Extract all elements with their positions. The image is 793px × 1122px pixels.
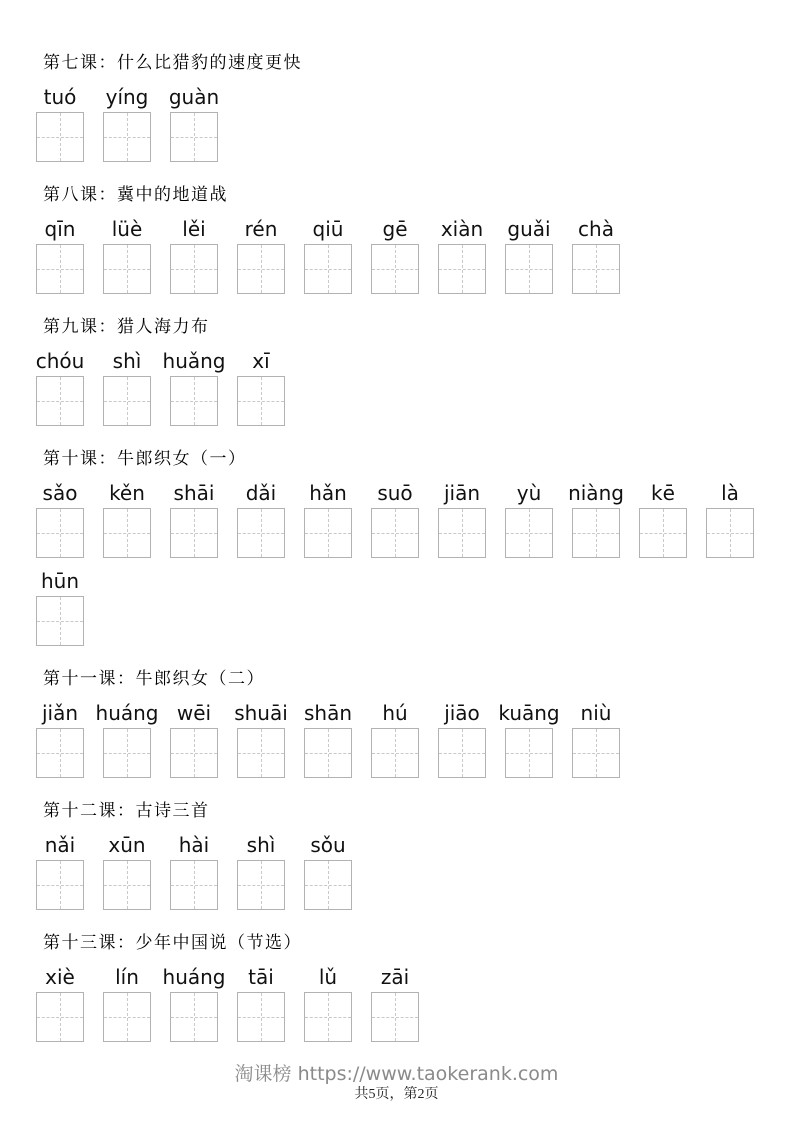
pinyin-label: yíng xyxy=(105,85,149,109)
grid-horizontal-guide xyxy=(305,1017,351,1018)
pinyin-cell xyxy=(237,216,285,294)
pinyin-label: lǔ xyxy=(318,965,338,989)
pinyin-label: qīn xyxy=(44,217,76,241)
grid-horizontal-guide xyxy=(104,137,150,138)
writing-grid-box xyxy=(237,728,285,778)
writing-grid-box xyxy=(103,728,151,778)
pinyin-label: yù xyxy=(516,481,542,505)
writing-grid-box xyxy=(170,860,218,910)
pinyin-cell xyxy=(36,216,84,294)
pinyin-label: shì xyxy=(246,833,276,857)
pinyin-label: sǎo xyxy=(42,481,78,505)
writing-grid-box xyxy=(237,860,285,910)
lessons xyxy=(36,52,793,1042)
lesson-section xyxy=(36,52,793,162)
pinyin-label: chóu xyxy=(35,349,85,373)
pinyin-cell xyxy=(438,216,486,294)
pinyin-label: niàng xyxy=(568,481,624,505)
writing-grid-box xyxy=(103,112,151,162)
pinyin-label: huáng xyxy=(162,965,226,989)
writing-grid-box xyxy=(438,508,486,558)
grid-horizontal-guide xyxy=(104,269,150,270)
pinyin-cell xyxy=(103,480,151,558)
pinyin-label: huǎng xyxy=(162,349,226,373)
writing-grid-box xyxy=(572,728,620,778)
pinyin-label: shuāi xyxy=(234,701,288,725)
lesson-title: 第十二课：古诗三首 xyxy=(43,801,210,820)
writing-grid-box xyxy=(304,992,352,1042)
pinyin-label: jiǎn xyxy=(41,701,79,725)
pinyin-label: huáng xyxy=(95,701,159,725)
pinyin-cell xyxy=(572,700,620,778)
writing-grid-box xyxy=(237,244,285,294)
pinyin-cell xyxy=(162,348,226,426)
writing-grid-box xyxy=(36,596,84,646)
pinyin-label: xiàn xyxy=(440,217,484,241)
pinyin-row xyxy=(36,832,793,910)
grid-horizontal-guide xyxy=(305,269,351,270)
grid-horizontal-guide xyxy=(171,1017,217,1018)
lesson-section xyxy=(36,448,793,646)
writing-grid-box xyxy=(505,244,553,294)
pinyin-cell xyxy=(170,84,218,162)
pinyin-cell xyxy=(170,832,218,910)
grid-horizontal-guide xyxy=(305,533,351,534)
pinyin-row xyxy=(36,84,793,162)
pinyin-label: shān xyxy=(303,701,353,725)
grid-horizontal-guide xyxy=(171,753,217,754)
writing-grid-box xyxy=(36,860,84,910)
grid-horizontal-guide xyxy=(238,885,284,886)
writing-grid-box xyxy=(371,728,419,778)
pinyin-cell xyxy=(36,832,84,910)
writing-grid-box xyxy=(170,508,218,558)
lesson-title: 第九课：猎人海力布 xyxy=(43,317,210,336)
lesson-title: 第十三课：少年中国说（节选） xyxy=(43,933,302,952)
pinyin-cell xyxy=(438,700,486,778)
grid-horizontal-guide xyxy=(573,269,619,270)
grid-horizontal-guide xyxy=(372,1017,418,1018)
pinyin-cell xyxy=(371,216,419,294)
pinyin-cell xyxy=(237,832,285,910)
pinyin-label: hūn xyxy=(40,569,80,593)
pinyin-cell xyxy=(304,216,352,294)
lesson-rows xyxy=(36,84,793,162)
grid-horizontal-guide xyxy=(37,753,83,754)
pinyin-label: qiū xyxy=(312,217,344,241)
pinyin-cell xyxy=(304,480,352,558)
pinyin-cell xyxy=(304,832,352,910)
pinyin-cell xyxy=(237,348,285,426)
grid-horizontal-guide xyxy=(104,401,150,402)
pinyin-cell xyxy=(36,700,84,778)
pinyin-cell xyxy=(95,700,159,778)
grid-horizontal-guide xyxy=(171,533,217,534)
pinyin-cell xyxy=(371,964,419,1042)
pinyin-cell xyxy=(103,84,151,162)
pinyin-label: chà xyxy=(578,217,614,241)
writing-grid-box xyxy=(170,376,218,426)
grid-horizontal-guide xyxy=(305,885,351,886)
pinyin-label: suō xyxy=(377,481,413,505)
pinyin-cell xyxy=(639,480,687,558)
footer-site-watermark: 淘课榜 https://www.taokerank.com xyxy=(234,1063,559,1085)
lesson-section xyxy=(36,668,793,778)
lesson-title: 第七课：什么比猎豹的速度更快 xyxy=(43,53,302,72)
writing-grid-box xyxy=(304,508,352,558)
writing-grid-box xyxy=(36,992,84,1042)
grid-horizontal-guide xyxy=(640,533,686,534)
grid-horizontal-guide xyxy=(104,1017,150,1018)
grid-horizontal-guide xyxy=(439,269,485,270)
grid-horizontal-guide xyxy=(506,269,552,270)
writing-grid-box xyxy=(304,244,352,294)
pinyin-cell xyxy=(103,964,151,1042)
lesson-rows xyxy=(36,964,793,1042)
pinyin-cell xyxy=(36,84,84,162)
pinyin-cell xyxy=(237,480,285,558)
grid-horizontal-guide xyxy=(238,401,284,402)
pinyin-label: kuāng xyxy=(498,701,560,725)
writing-grid-box xyxy=(170,112,218,162)
pinyin-cell xyxy=(103,832,151,910)
lesson-title: 第十课：牛郎织女（一） xyxy=(43,449,247,468)
pinyin-cell xyxy=(103,348,151,426)
pinyin-label: hǎn xyxy=(309,481,347,505)
writing-grid-box xyxy=(103,992,151,1042)
writing-grid-box xyxy=(170,992,218,1042)
writing-grid-box xyxy=(304,728,352,778)
writing-grid-box xyxy=(103,860,151,910)
writing-grid-box xyxy=(371,244,419,294)
pinyin-row xyxy=(36,568,793,646)
pinyin-label: hú xyxy=(382,701,408,725)
pinyin-label: niù xyxy=(580,701,612,725)
grid-horizontal-guide xyxy=(707,533,753,534)
writing-grid-box xyxy=(706,508,754,558)
lesson-title: 第十一课：牛郎织女（二） xyxy=(43,669,265,688)
page-number-indicator: 共5页，第2页 xyxy=(354,1087,439,1102)
lesson-section xyxy=(36,800,793,910)
lesson-section xyxy=(36,184,793,294)
writing-grid-box xyxy=(36,112,84,162)
lesson-rows xyxy=(36,348,793,426)
pinyin-row xyxy=(36,216,793,294)
pinyin-cell xyxy=(304,964,352,1042)
pinyin-label: wēi xyxy=(176,701,212,725)
pinyin-label: nǎi xyxy=(44,833,76,857)
writing-grid-box xyxy=(572,508,620,558)
pinyin-cell xyxy=(572,216,620,294)
pinyin-cell xyxy=(170,216,218,294)
writing-grid-box xyxy=(36,508,84,558)
pinyin-cell xyxy=(170,700,218,778)
lesson-section xyxy=(36,932,793,1042)
pinyin-label: jiān xyxy=(443,481,481,505)
writing-grid-box xyxy=(36,376,84,426)
pinyin-cell xyxy=(103,216,151,294)
grid-horizontal-guide xyxy=(305,753,351,754)
grid-horizontal-guide xyxy=(37,1017,83,1018)
pinyin-label: lěi xyxy=(182,217,206,241)
writing-grid-box xyxy=(36,728,84,778)
grid-horizontal-guide xyxy=(238,269,284,270)
pinyin-cell xyxy=(371,700,419,778)
grid-horizontal-guide xyxy=(171,269,217,270)
pinyin-label: shì xyxy=(112,349,142,373)
pinyin-cell xyxy=(237,964,285,1042)
grid-horizontal-guide xyxy=(238,533,284,534)
pinyin-label: xūn xyxy=(108,833,146,857)
pinyin-label: xī xyxy=(252,349,270,373)
grid-horizontal-guide xyxy=(573,533,619,534)
writing-grid-box xyxy=(170,244,218,294)
pinyin-cell xyxy=(36,480,84,558)
pinyin-cell xyxy=(170,480,218,558)
pinyin-label: zāi xyxy=(380,965,410,989)
writing-grid-box xyxy=(237,508,285,558)
grid-horizontal-guide xyxy=(238,1017,284,1018)
grid-horizontal-guide xyxy=(104,885,150,886)
grid-horizontal-guide xyxy=(372,753,418,754)
pinyin-cell xyxy=(234,700,288,778)
writing-grid-box xyxy=(438,728,486,778)
grid-horizontal-guide xyxy=(171,137,217,138)
pinyin-cell xyxy=(304,700,352,778)
writing-grid-box xyxy=(103,376,151,426)
pinyin-label: jiāo xyxy=(444,701,480,725)
pinyin-label: guǎi xyxy=(507,217,551,241)
writing-grid-box xyxy=(103,244,151,294)
pinyin-cell xyxy=(438,480,486,558)
pinyin-cell xyxy=(162,964,226,1042)
grid-horizontal-guide xyxy=(104,753,150,754)
pinyin-row xyxy=(36,964,793,1042)
pinyin-label: hài xyxy=(178,833,210,857)
grid-horizontal-guide xyxy=(439,753,485,754)
pinyin-cell xyxy=(36,348,84,426)
pinyin-label: kěn xyxy=(109,481,145,505)
grid-horizontal-guide xyxy=(372,269,418,270)
writing-grid-box xyxy=(103,508,151,558)
grid-horizontal-guide xyxy=(37,137,83,138)
grid-horizontal-guide xyxy=(104,533,150,534)
pinyin-label: guàn xyxy=(168,85,220,109)
pinyin-label: shāi xyxy=(173,481,215,505)
pinyin-label: lín xyxy=(115,965,139,989)
pinyin-label: lüè xyxy=(111,217,143,241)
pinyin-cell xyxy=(498,700,560,778)
pinyin-label: dǎi xyxy=(245,481,277,505)
grid-horizontal-guide xyxy=(372,533,418,534)
pinyin-label: xiè xyxy=(45,965,75,989)
writing-grid-box xyxy=(237,376,285,426)
lesson-rows xyxy=(36,832,793,910)
writing-grid-box xyxy=(505,728,553,778)
grid-horizontal-guide xyxy=(439,533,485,534)
writing-grid-box xyxy=(505,508,553,558)
lesson-section xyxy=(36,316,793,426)
writing-grid-box xyxy=(371,992,419,1042)
grid-horizontal-guide xyxy=(171,885,217,886)
pinyin-cell xyxy=(505,216,553,294)
pinyin-row xyxy=(36,348,793,426)
pinyin-label: tuó xyxy=(43,85,77,109)
lesson-rows xyxy=(36,216,793,294)
grid-horizontal-guide xyxy=(37,401,83,402)
writing-grid-box xyxy=(438,244,486,294)
writing-grid-box xyxy=(304,860,352,910)
lesson-rows xyxy=(36,480,793,646)
grid-horizontal-guide xyxy=(238,753,284,754)
pinyin-label: gē xyxy=(382,217,408,241)
pinyin-label: rén xyxy=(244,217,278,241)
writing-grid-box xyxy=(572,244,620,294)
page-footer xyxy=(0,1062,793,1104)
grid-horizontal-guide xyxy=(37,269,83,270)
pinyin-cell xyxy=(505,480,553,558)
pinyin-label: kē xyxy=(651,481,675,505)
writing-grid-box xyxy=(237,992,285,1042)
grid-horizontal-guide xyxy=(37,533,83,534)
lesson-title: 第八课：冀中的地道战 xyxy=(43,185,228,204)
pinyin-cell xyxy=(568,480,624,558)
pinyin-cell xyxy=(706,480,754,558)
lesson-rows xyxy=(36,700,793,778)
grid-horizontal-guide xyxy=(506,533,552,534)
pinyin-cell xyxy=(371,480,419,558)
writing-grid-box xyxy=(170,728,218,778)
grid-horizontal-guide xyxy=(37,885,83,886)
pinyin-row xyxy=(36,480,793,558)
grid-horizontal-guide xyxy=(573,753,619,754)
pinyin-label: sǒu xyxy=(310,833,346,857)
grid-horizontal-guide xyxy=(506,753,552,754)
writing-grid-box xyxy=(36,244,84,294)
pinyin-cell xyxy=(36,568,84,646)
pinyin-cell xyxy=(36,964,84,1042)
grid-horizontal-guide xyxy=(171,401,217,402)
writing-grid-box xyxy=(371,508,419,558)
pinyin-row xyxy=(36,700,793,778)
pinyin-label: là xyxy=(721,481,739,505)
grid-horizontal-guide xyxy=(37,621,83,622)
writing-grid-box xyxy=(639,508,687,558)
pinyin-label: tāi xyxy=(248,965,274,989)
